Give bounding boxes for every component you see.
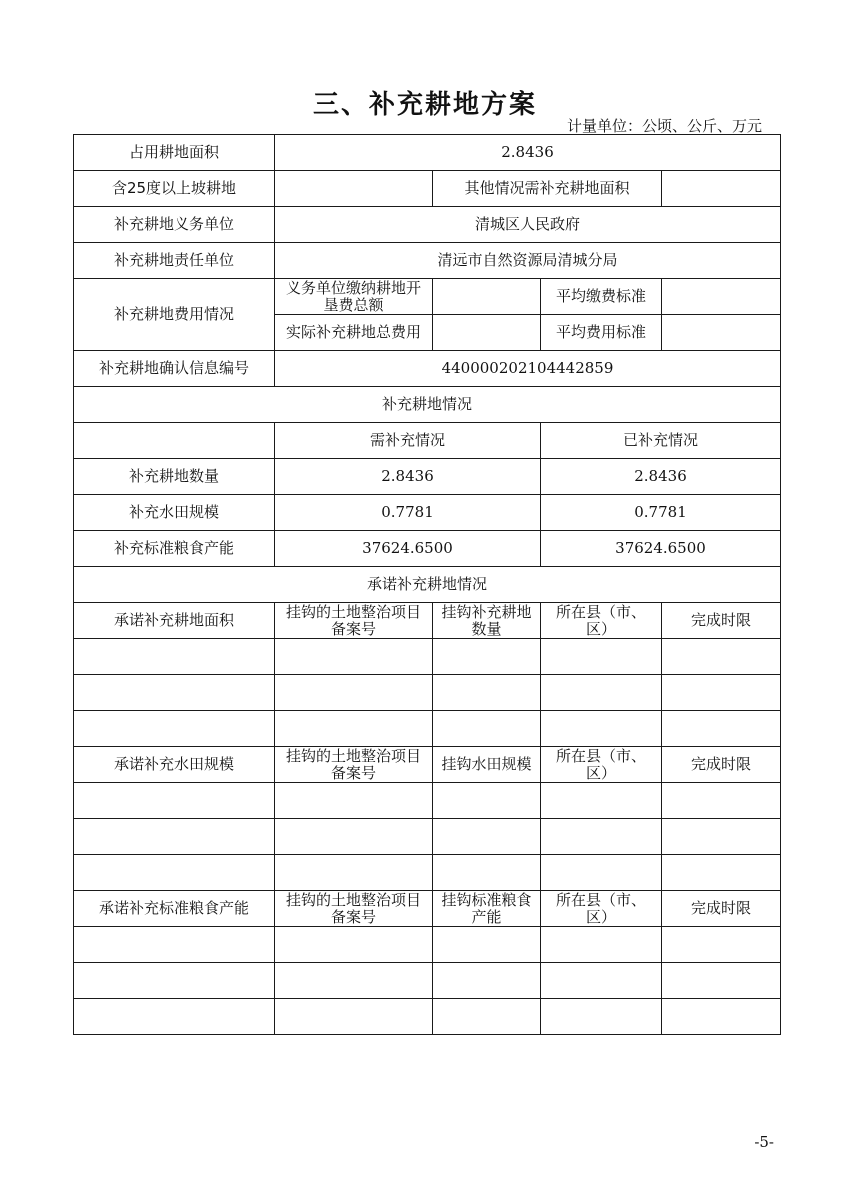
confirm-value: 440000202104442859	[275, 351, 781, 387]
table-row	[74, 531, 781, 567]
responsible-value: 清远市自然资源局清城分局	[275, 243, 781, 279]
empty-row	[74, 855, 781, 891]
col-needed: 需补充情况	[275, 423, 541, 459]
commitment-section-header	[74, 747, 781, 783]
actual-cost-label: 实际补充耕地总费用	[275, 315, 433, 351]
col-linked-amount: 挂钩补充耕地数量	[433, 603, 541, 639]
fee-paid-label: 义务单位缴纳耕地开垦费总额	[275, 279, 433, 315]
table-row	[74, 387, 781, 423]
obligor-value: 清城区人民政府	[275, 207, 781, 243]
avg-cost-label: 平均费用标准	[541, 315, 662, 351]
col-project-no: 挂钩的土地整治项目备案号	[275, 891, 433, 927]
done-value: 0.7781	[541, 495, 781, 531]
col-county: 所在县（市、区）	[541, 603, 662, 639]
table-row	[74, 171, 781, 207]
empty-row	[74, 639, 781, 675]
situation-blank	[74, 423, 275, 459]
col-deadline: 完成时限	[662, 603, 781, 639]
confirm-label: 补充耕地确认信息编号	[74, 351, 275, 387]
table-row	[74, 243, 781, 279]
needed-value: 37624.6500	[275, 531, 541, 567]
section-title: 承诺补充耕地面积	[74, 603, 275, 639]
table-row	[74, 207, 781, 243]
avg-cost-value	[662, 315, 781, 351]
col-county: 所在县（市、区）	[541, 747, 662, 783]
empty-row	[74, 711, 781, 747]
commitment-header: 承诺补充耕地情况	[74, 567, 781, 603]
responsible-label: 补充耕地责任单位	[74, 243, 275, 279]
col-linked-amount: 挂钩水田规模	[433, 747, 541, 783]
empty-row	[74, 999, 781, 1035]
empty-row	[74, 927, 781, 963]
table-row	[74, 279, 781, 315]
empty-row	[74, 819, 781, 855]
row-label: 补充水田规模	[74, 495, 275, 531]
occupied-label: 占用耕地面积	[74, 135, 275, 171]
fee-label: 补充耕地费用情况	[74, 279, 275, 351]
table-row	[74, 459, 781, 495]
page-number: -5-	[754, 1133, 774, 1151]
page-title: 三、补充耕地方案	[312, 90, 537, 120]
section-title: 承诺补充标准粮食产能	[74, 891, 275, 927]
empty-row	[74, 675, 781, 711]
fee-paid-value	[433, 279, 541, 315]
commitment-section-header	[74, 891, 781, 927]
row-label: 补充标准粮食产能	[74, 531, 275, 567]
table-row	[74, 135, 781, 171]
table-row	[74, 495, 781, 531]
needed-value: 2.8436	[275, 459, 541, 495]
col-project-no: 挂钩的土地整治项目备案号	[275, 603, 433, 639]
table-row	[74, 567, 781, 603]
col-deadline: 完成时限	[662, 747, 781, 783]
done-value: 37624.6500	[541, 531, 781, 567]
section-title: 承诺补充水田规模	[74, 747, 275, 783]
slope-value	[275, 171, 433, 207]
col-project-no: 挂钩的土地整治项目备案号	[275, 747, 433, 783]
occupied-value: 2.8436	[275, 135, 781, 171]
other-value	[662, 171, 781, 207]
obligor-label: 补充耕地义务单位	[74, 207, 275, 243]
unit-note: 计量单位：公顷、公斤、万元	[566, 117, 762, 135]
situation-header: 补充耕地情况	[74, 387, 781, 423]
avg-pay-label: 平均缴费标准	[541, 279, 662, 315]
commitment-section-header	[74, 603, 781, 639]
needed-value: 0.7781	[275, 495, 541, 531]
empty-row	[74, 963, 781, 999]
farmland-plan-table	[73, 134, 781, 1035]
row-label: 补充耕地数量	[74, 459, 275, 495]
col-deadline: 完成时限	[662, 891, 781, 927]
col-linked-amount: 挂钩标准粮食产能	[433, 891, 541, 927]
table-row	[74, 351, 781, 387]
col-county: 所在县（市、区）	[541, 891, 662, 927]
slope-label: 含25度以上坡耕地	[74, 171, 275, 207]
table-row	[74, 423, 781, 459]
avg-pay-value	[662, 279, 781, 315]
other-label: 其他情况需补充耕地面积	[433, 171, 662, 207]
actual-cost-value	[433, 315, 541, 351]
done-value: 2.8436	[541, 459, 781, 495]
empty-row	[74, 783, 781, 819]
col-done: 已补充情况	[541, 423, 781, 459]
